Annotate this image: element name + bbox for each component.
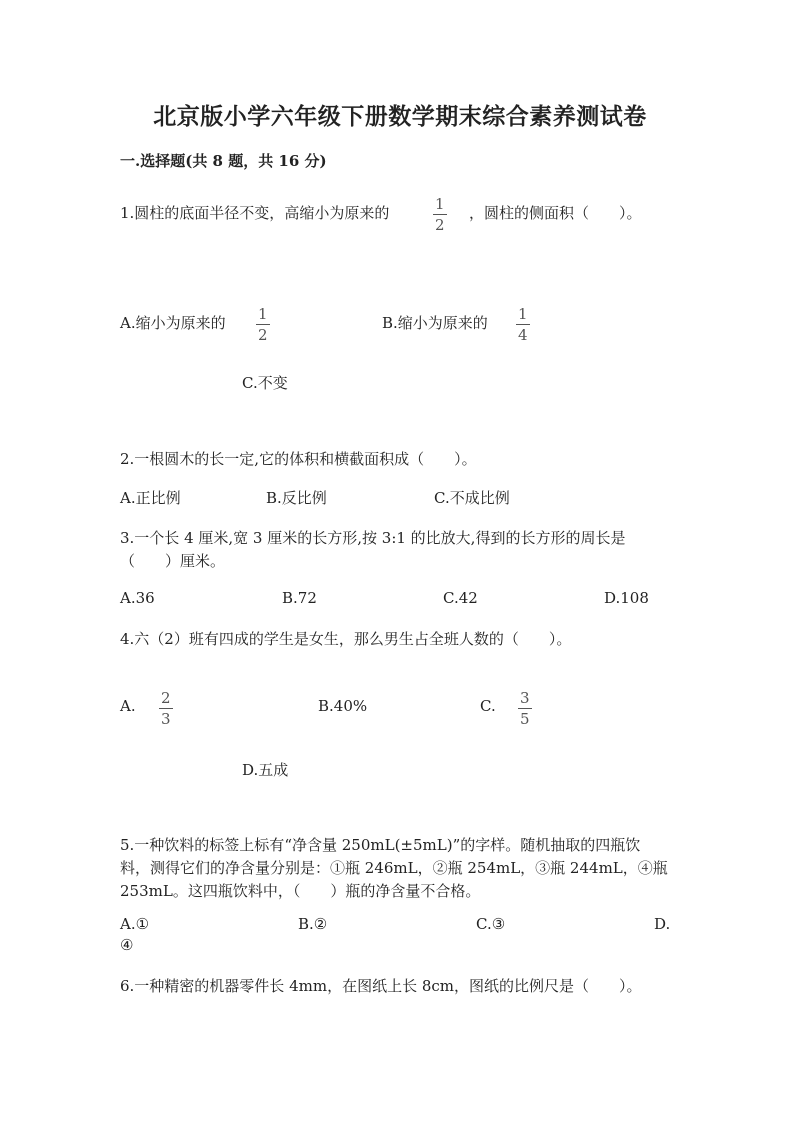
option-a: A.缩小为原来的	[120, 314, 226, 332]
option-a: A.36	[120, 589, 155, 607]
question-5-text-line-2: 料，测得它们的净含量分别是：①瓶 246mL，②瓶 254mL，③瓶 244mL，④瓶	[120, 859, 668, 877]
option-c: C.	[480, 697, 496, 715]
option-d-value: ④	[120, 936, 134, 954]
question-2-text: 2.一根圆木的长一定,它的体积和横截面积成（ ）。	[120, 450, 477, 468]
option-b: B.反比例	[266, 489, 327, 507]
option-a-fraction	[256, 306, 270, 343]
option-a-fraction	[159, 690, 173, 727]
fraction-bar	[518, 708, 532, 709]
fraction-numerator: 3	[520, 689, 530, 707]
question-1-fraction	[433, 196, 447, 233]
fraction-denominator: 3	[161, 710, 171, 728]
fraction-numerator: 1	[435, 195, 445, 213]
fraction-numerator: 2	[161, 689, 171, 707]
fraction-denominator: 2	[258, 326, 268, 344]
question-5-text-line-3: 253mL。这四瓶饮料中，（ ）瓶的净含量不合格。	[120, 882, 481, 900]
option-b: B.72	[282, 589, 317, 607]
question-4-text: 4.六（2）班有四成的学生是女生，那么男生占全班人数的（ ）。	[120, 630, 572, 648]
fraction-bar	[159, 708, 173, 709]
option-a: A.	[120, 697, 136, 715]
option-b: B.40%	[318, 697, 368, 715]
question-3-text-line-2: （ ）厘米。	[120, 552, 226, 570]
question-3-text-line-1: 3.一个长 4 厘米,宽 3 厘米的长方形,按 3:1 的比放大,得到的长方形的周长是	[120, 529, 626, 547]
fraction-denominator: 2	[435, 216, 445, 234]
fraction-bar	[256, 324, 270, 325]
page-title: 北京版小学六年级下册数学期末综合素养测试卷	[153, 103, 647, 130]
fraction-bar	[516, 324, 530, 325]
option-c: C.③	[476, 915, 506, 933]
option-b-fraction	[516, 306, 530, 343]
option-d: D.108	[604, 589, 649, 607]
section-heading: 一.选择题(共 8 题，共 16 分)	[120, 152, 327, 170]
fraction-numerator: 1	[518, 305, 528, 323]
option-c: C.不变	[242, 374, 288, 392]
option-b: B.缩小为原来的	[382, 314, 488, 332]
option-c: C.不成比例	[434, 489, 510, 507]
option-a: A.①	[120, 915, 150, 933]
fraction-numerator: 1	[258, 305, 268, 323]
question-6-text: 6.一种精密的机器零件长 4mm，在图纸上长 8cm，图纸的比例尺是（ ）。	[120, 977, 642, 995]
option-a: A.正比例	[120, 489, 181, 507]
option-c: C.42	[443, 589, 478, 607]
fraction-bar	[433, 214, 447, 215]
fraction-denominator: 4	[518, 326, 528, 344]
option-c-fraction	[518, 690, 532, 727]
question-1-text-end: ，圆柱的侧面积（ ）。	[469, 204, 642, 222]
question-1-text: 1.圆柱的底面半径不变，高缩小为原来的	[120, 204, 390, 222]
option-d: D.五成	[242, 761, 289, 779]
option-b: B.②	[298, 915, 328, 933]
fraction-denominator: 5	[520, 710, 530, 728]
question-5-text-line-1: 5.一种饮料的标签上标有“净含量 250mL(±5mL)”的字样。随机抽取的四瓶饮	[120, 836, 641, 854]
option-d: D.	[654, 915, 671, 933]
